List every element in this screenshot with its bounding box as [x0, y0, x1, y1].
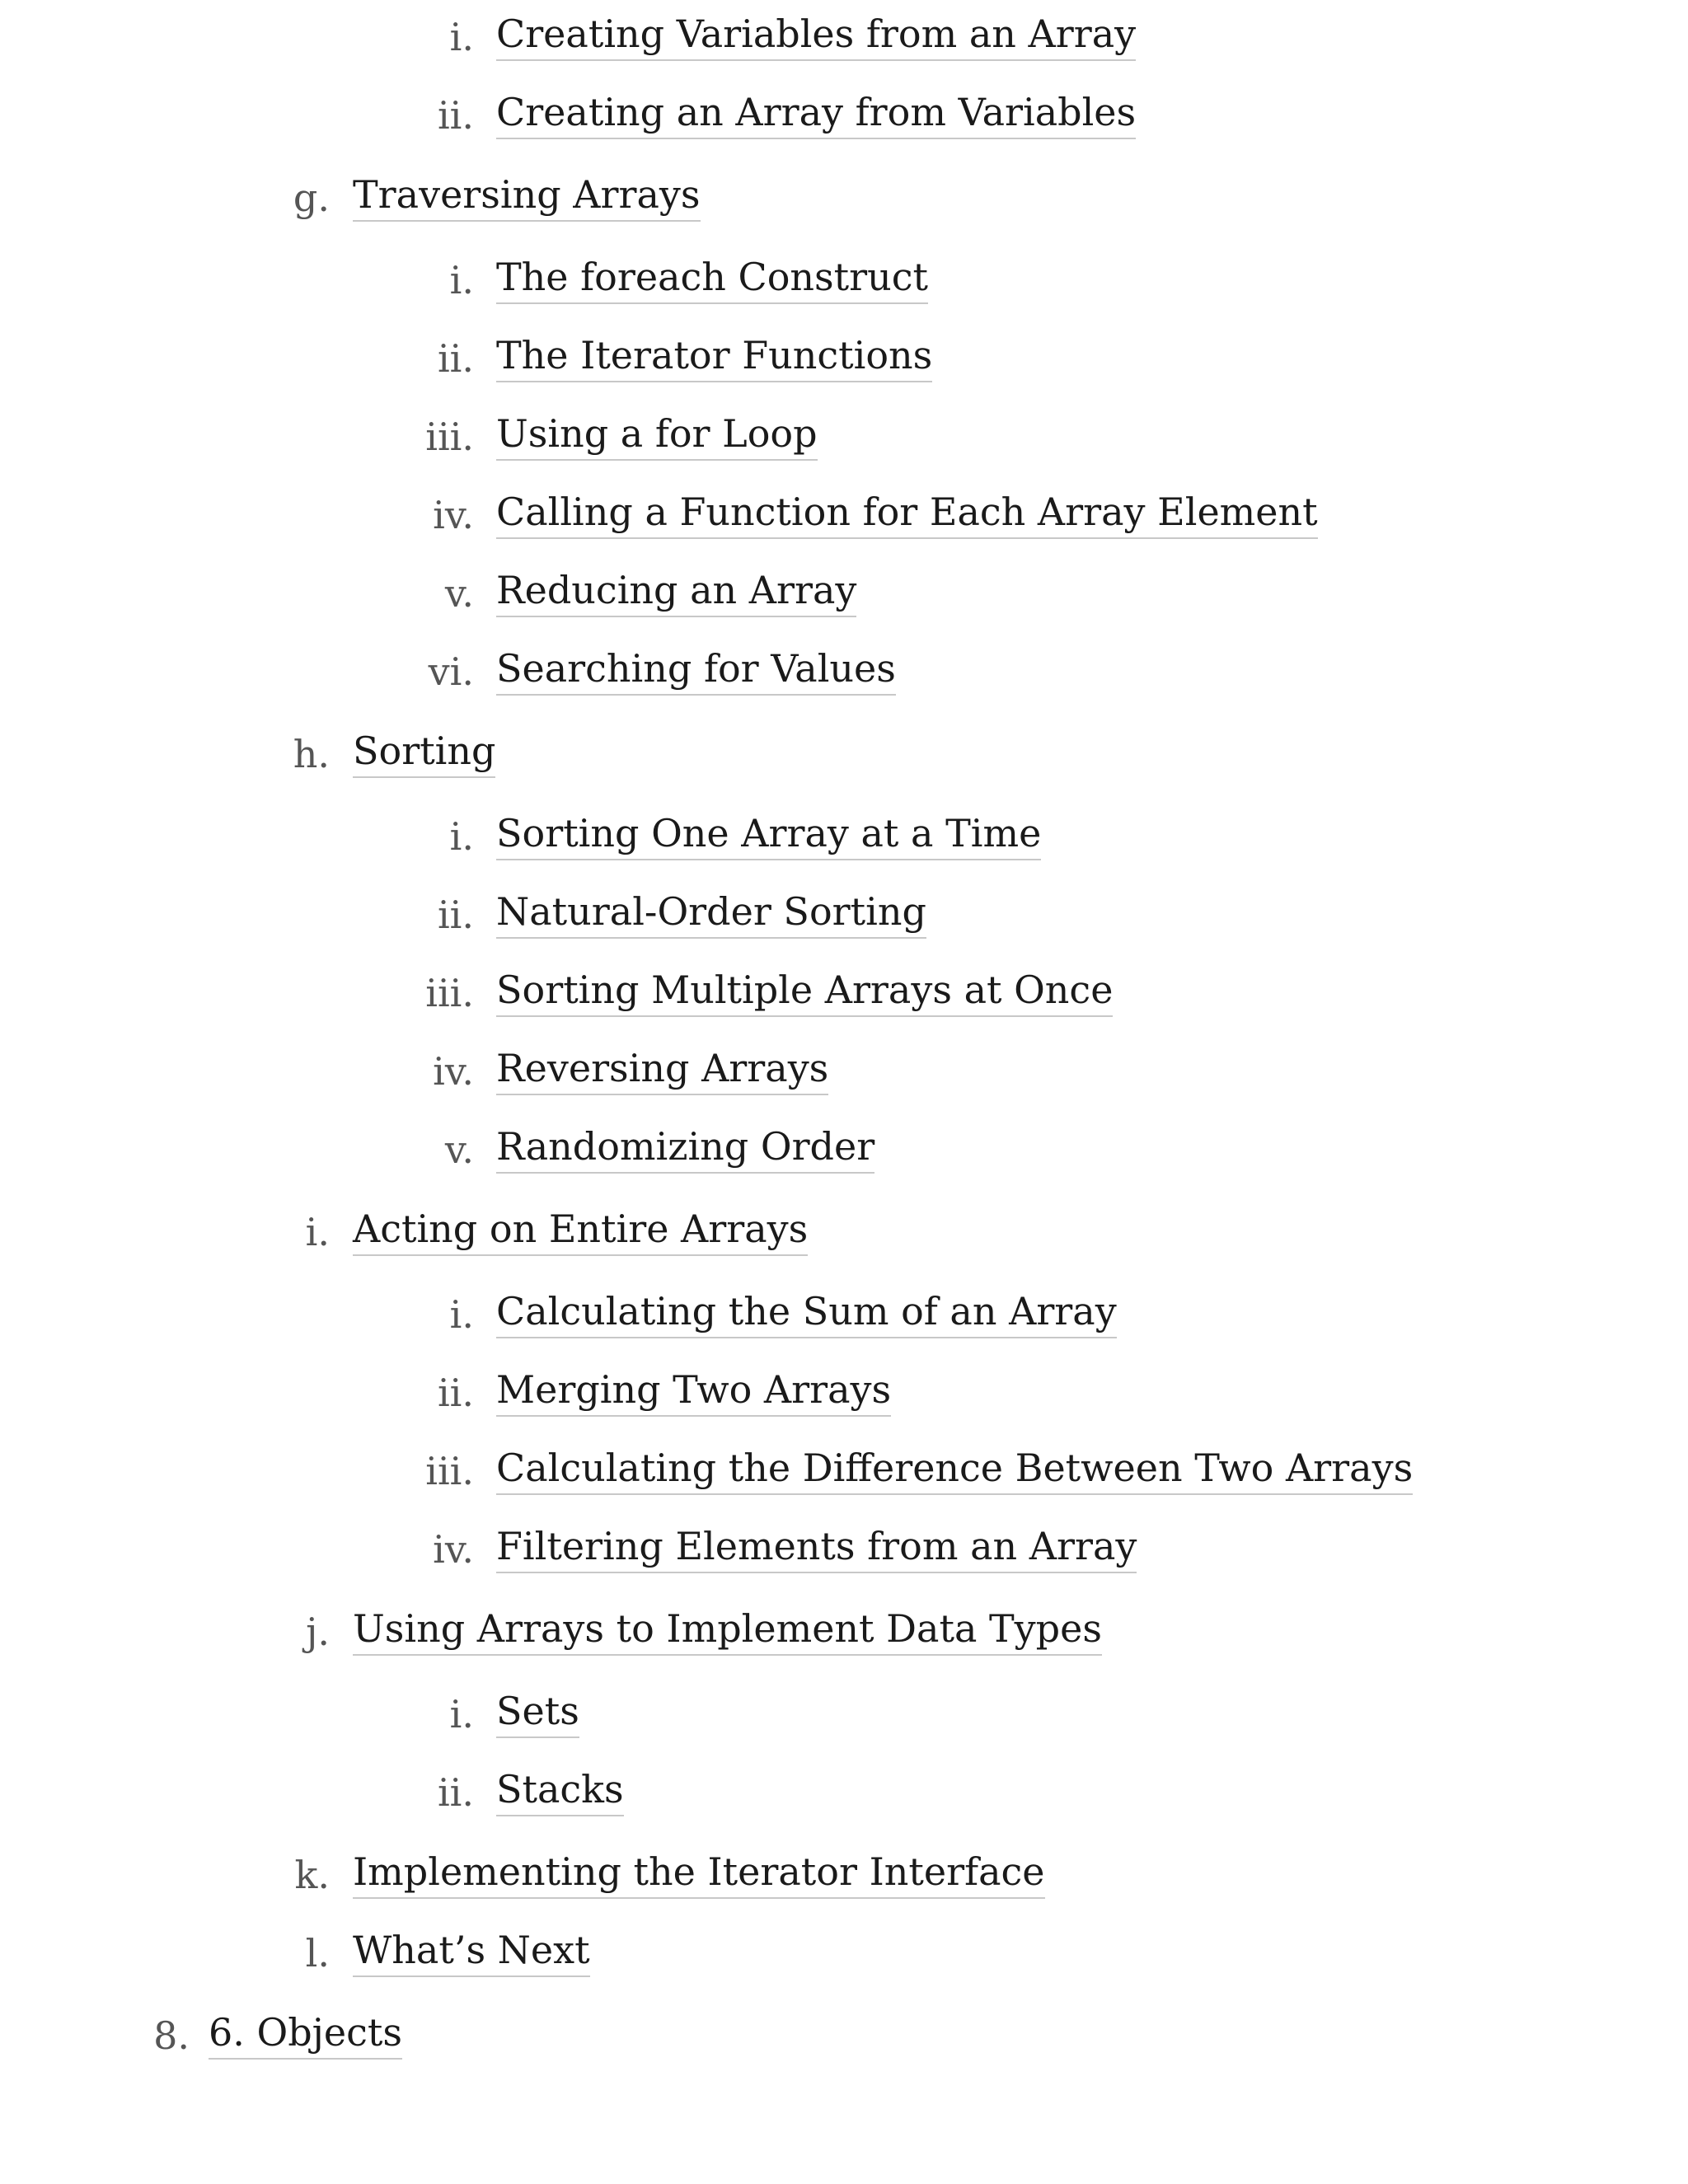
toc-marker: j. [306, 1610, 330, 1654]
toc-link[interactable]: Using Arrays to Implement Data Types [353, 1603, 1102, 1656]
toc-link[interactable]: What’s Next [353, 1924, 590, 1977]
toc-marker: l. [305, 1931, 330, 1975]
toc-marker: g. [293, 176, 330, 220]
toc-marker: k. [294, 1853, 330, 1897]
toc-marker: ii. [437, 1371, 474, 1415]
toc-link[interactable]: Acting on Entire Arrays [353, 1203, 808, 1256]
toc-marker: ii. [437, 93, 474, 138]
toc-marker: ii. [437, 1770, 474, 1815]
toc-link[interactable]: Natural-Order Sorting [496, 886, 926, 939]
toc-marker: i. [449, 15, 474, 59]
toc-link[interactable]: Sets [496, 1685, 579, 1738]
toc-marker: vi. [428, 649, 474, 694]
toc-link[interactable]: Implementing the Iterator Interface [353, 1846, 1045, 1899]
toc-link[interactable]: Creating an Array from Variables [496, 87, 1136, 139]
toc-marker: i. [449, 814, 474, 859]
toc-link[interactable]: Sorting One Array at a Time [496, 808, 1041, 860]
toc-marker: i. [449, 258, 474, 302]
toc-link[interactable]: Calculating the Sum of an Array [496, 1286, 1117, 1338]
toc-marker: iv. [433, 493, 474, 537]
toc-marker: i. [449, 1692, 474, 1736]
toc-marker: iv. [433, 1527, 474, 1572]
toc-marker: iv. [433, 1049, 474, 1094]
toc-marker: iii. [425, 415, 474, 459]
toc-marker: iii. [425, 1449, 474, 1493]
toc-link[interactable]: Filtering Elements from an Array [496, 1521, 1137, 1573]
toc-link[interactable]: Randomizing Order [496, 1121, 874, 1174]
toc-marker: 8. [153, 2013, 190, 2058]
toc-link[interactable]: Sorting [353, 725, 495, 778]
toc-link[interactable]: Reversing Arrays [496, 1043, 828, 1095]
toc-link[interactable]: Merging Two Arrays [496, 1364, 891, 1417]
toc-marker: v. [444, 571, 474, 616]
toc-marker: i. [449, 1292, 474, 1337]
toc-link[interactable]: 6. Objects [209, 2007, 402, 2060]
toc-link[interactable]: Using a for Loop [496, 408, 818, 461]
toc-link[interactable]: The foreach Construct [496, 251, 928, 304]
toc-link[interactable]: Sorting Multiple Arrays at Once [496, 964, 1113, 1017]
toc-marker: ii. [437, 893, 474, 937]
toc-link[interactable]: Searching for Values [496, 643, 896, 696]
toc-marker: h. [293, 732, 330, 776]
toc-link[interactable]: Calculating the Difference Between Two Arrays [496, 1442, 1413, 1495]
toc-marker: i. [305, 1210, 330, 1254]
toc-link[interactable]: Creating Variables from an Array [496, 8, 1136, 61]
toc-marker: iii. [425, 971, 474, 1015]
toc-link[interactable]: Stacks [496, 1764, 624, 1816]
toc-marker: ii. [437, 336, 474, 381]
toc-link[interactable]: Traversing Arrays [353, 169, 701, 222]
toc-link[interactable]: Calling a Function for Each Array Element [496, 486, 1318, 539]
toc-marker: v. [444, 1127, 474, 1172]
toc-link[interactable]: The Iterator Functions [496, 330, 932, 382]
toc-link[interactable]: Reducing an Array [496, 565, 856, 617]
